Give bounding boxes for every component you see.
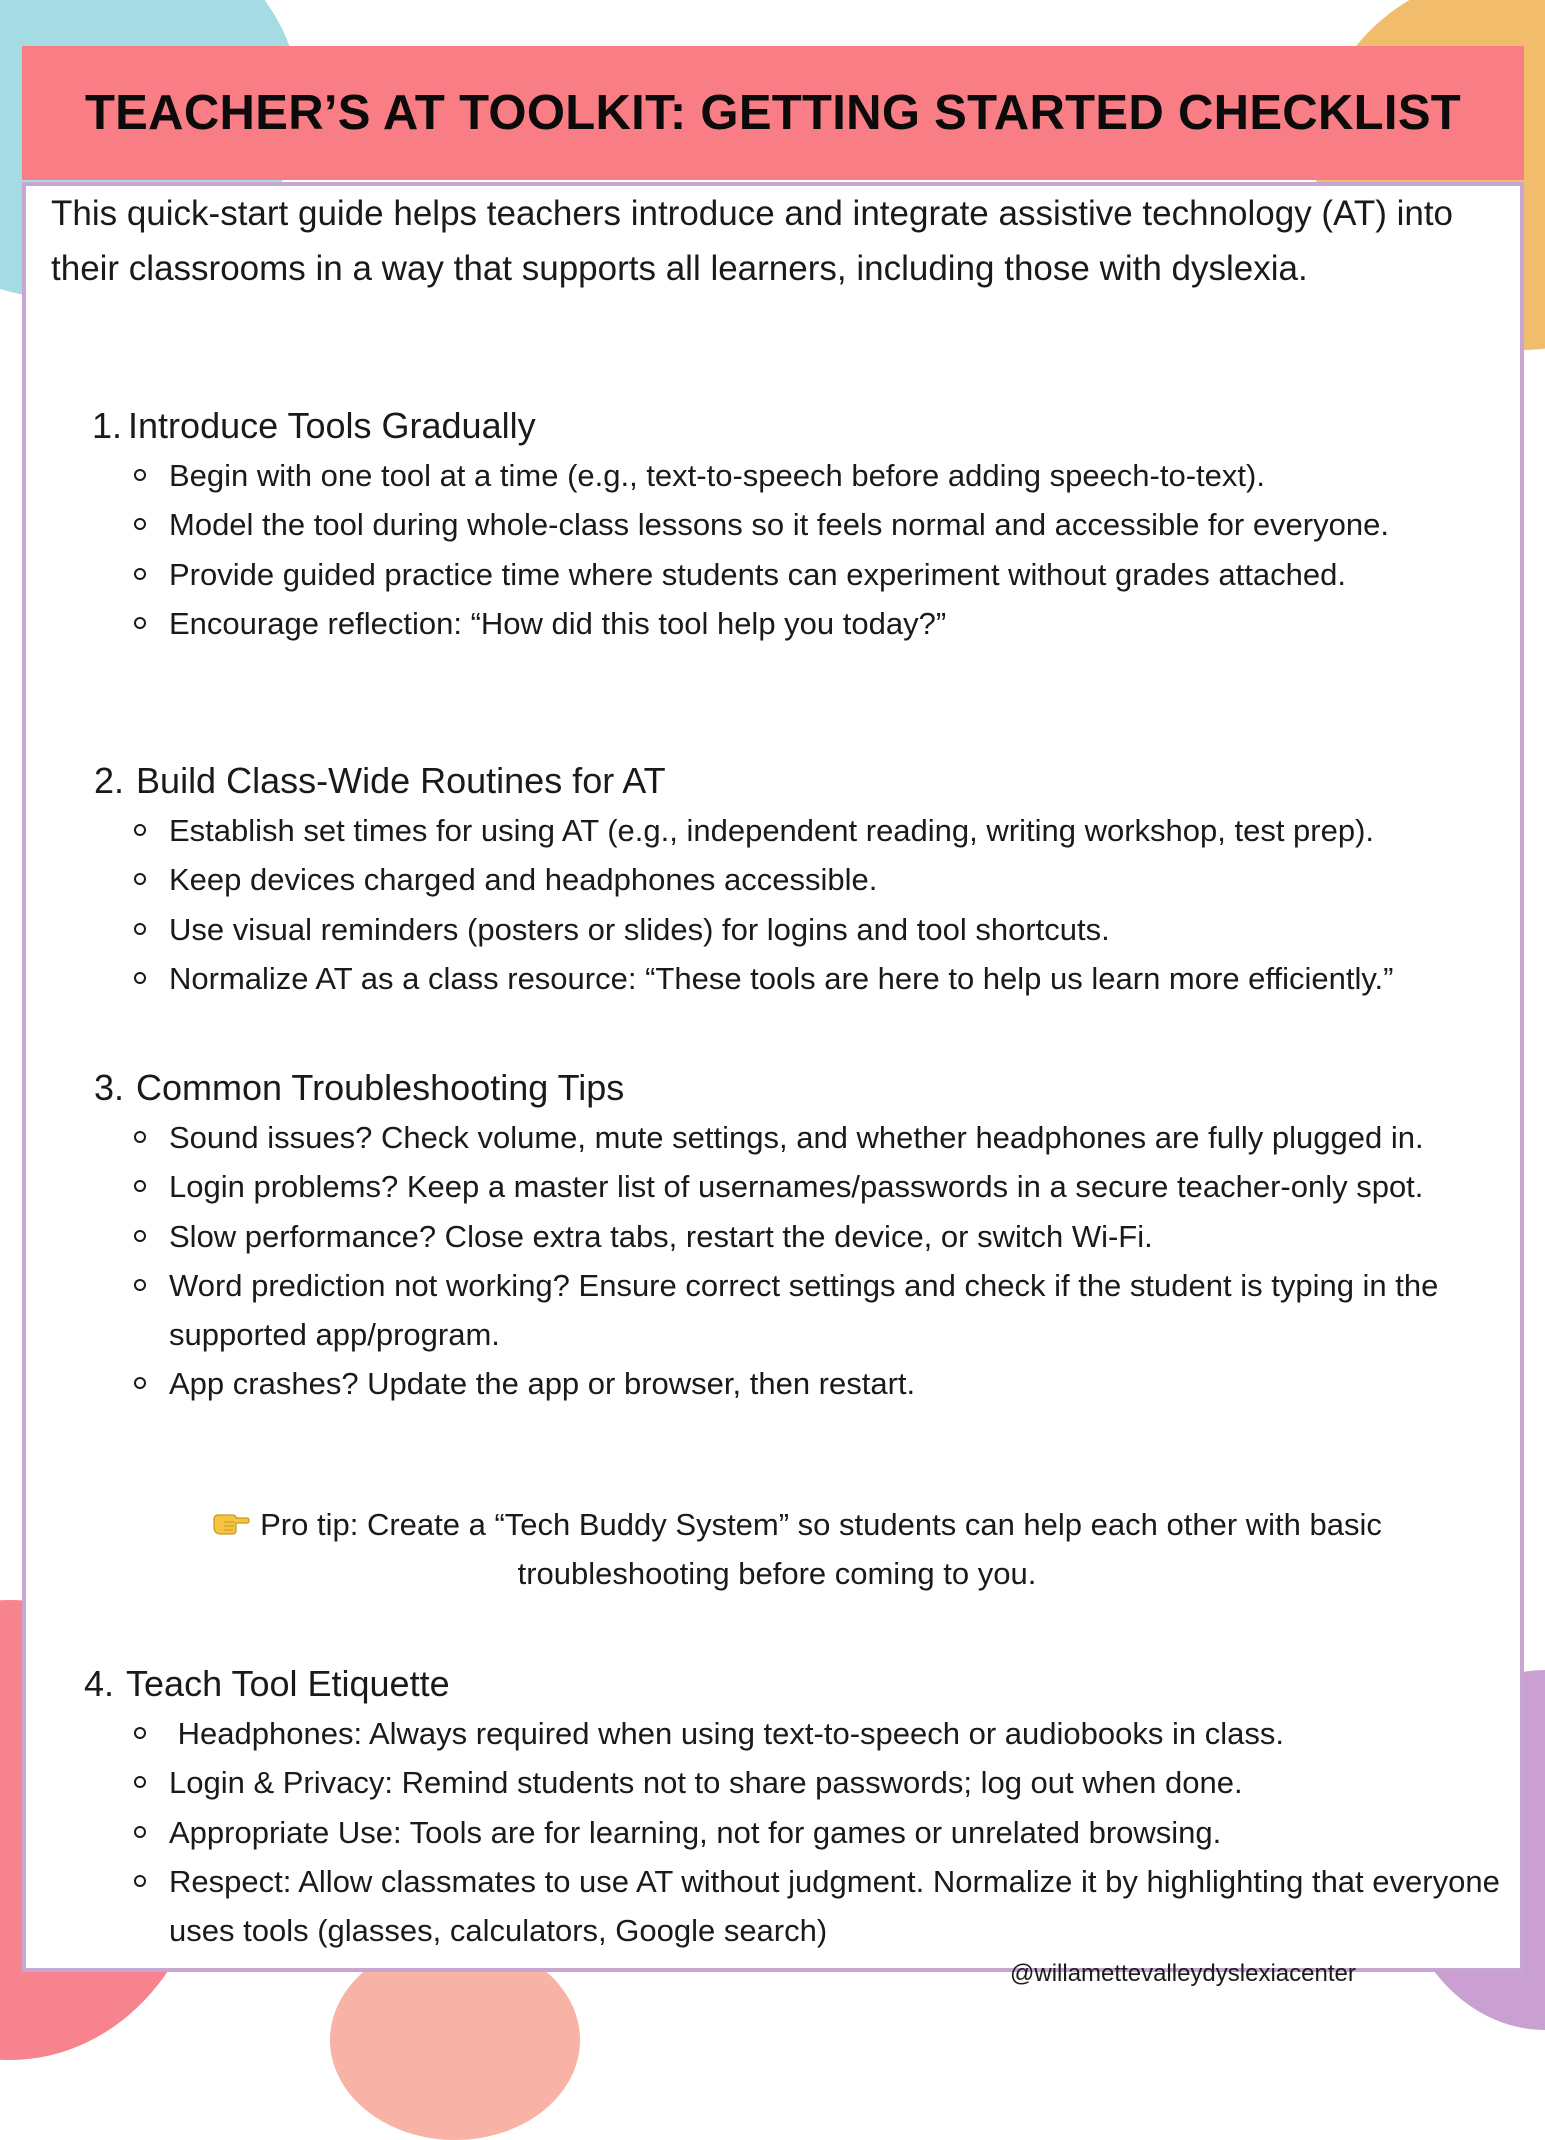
social-handle: @willamettevalleydyslexiacenter [1010,1960,1356,1987]
bullet-icon [134,568,146,580]
bullet-icon [134,1875,146,1887]
list-item: Begin with one tool at a time (e.g., text-to-speech before adding speech-to-text). [26,451,1506,500]
list-item: Login problems? Keep a master list of usernames/passwords in a secure teacher-only spot. [26,1162,1506,1211]
bullet-icon [134,518,146,530]
bullet-icon [134,972,146,984]
list-item: App crashes? Update the app or browser, then restart. [26,1359,1506,1408]
bullet-icon [134,1131,146,1143]
list-item: Encourage reflection: “How did this tool help you today?” [26,599,1506,648]
list-item: Appropriate Use: Tools are for learning, not for games or unrelated browsing. [26,1808,1506,1857]
bullet-icon [134,1230,146,1242]
section-title: Common Troubleshooting Tips [136,1067,625,1108]
content-box [22,182,1524,1972]
section-1-heading [92,404,536,448]
section-2-list [26,806,1506,1003]
list-item: Login & Privacy: Remind students not to share passwords; log out when done. [26,1758,1506,1807]
list-item: Respect: Allow classmates to use AT without judgment. Normalize it by highlighting that everyone uses tools (glasses, calculators, Google search) [26,1857,1506,1956]
pro-tip-line-2: troubleshooting before coming to you. [517,1556,1037,1592]
section-title: Teach Tool Etiquette [126,1663,450,1704]
list-item: Sound issues? Check volume, mute settings, and whether headphones are fully plugged in. [26,1113,1506,1162]
list-item: Establish set times for using AT (e.g., independent reading, writing workshop, test prep). [26,806,1506,855]
list-item: Keep devices charged and headphones accessible. [26,855,1506,904]
section-2-heading [94,759,666,803]
section-title: Introduce Tools Gradually [128,405,536,446]
section-4-list [26,1709,1506,1955]
section-number: 4. [84,1663,115,1704]
bullet-icon [134,469,146,481]
bullet-icon [134,1377,146,1389]
list-item: Model the tool during whole-class lessons so it feels normal and accessible for everyone. [26,500,1506,549]
bullet-icon [134,873,146,885]
bullet-icon [134,617,146,629]
list-item: Provide guided practice time where students can experiment without grades attached. [26,550,1506,599]
page-title: TEACHER’S AT TOOLKIT: GETTING STARTED CHECKLIST [84,86,1462,140]
intro-paragraph: This quick-start guide helps teachers introduce and integrate assistive technology (AT) into their classrooms in a way that supports all learners, including those with dyslexia. [51,194,1454,288]
bullet-icon [134,1826,146,1838]
bullet-icon [134,824,146,836]
section-4-heading [84,1662,450,1706]
section-3-heading [94,1066,624,1110]
section-3-list [26,1113,1506,1409]
list-item: Use visual reminders (posters or slides) for logins and tool shortcuts. [26,905,1506,954]
section-number: 3. [94,1067,125,1108]
bullet-icon [134,1279,146,1291]
section-title: Build Class-Wide Routines for AT [136,760,666,801]
pointing-hand-icon [212,1511,250,1537]
section-1-list [26,451,1506,648]
title-banner [22,46,1524,180]
list-item: Slow performance? Close extra tabs, restart the device, or switch Wi-Fi. [26,1212,1506,1261]
bullet-icon [134,1180,146,1192]
bullet-icon [134,1776,146,1788]
bullet-icon [134,1727,146,1739]
section-number: 1. [92,405,123,446]
pro-tip: Pro tip: Create a “Tech Buddy System” so students can help each other with basic troubleshooting before coming to you. [26,1500,1528,1599]
list-item: Headphones: Always required when using text-to-speech or audiobooks in class. [26,1709,1506,1758]
section-number: 2. [94,760,125,801]
list-item: Normalize AT as a class resource: “These tools are here to help us learn more efficiently.” [26,954,1506,1003]
bullet-icon [134,923,146,935]
list-item: Word prediction not working? Ensure correct settings and check if the student is typing in the supported app/program. [26,1261,1506,1360]
